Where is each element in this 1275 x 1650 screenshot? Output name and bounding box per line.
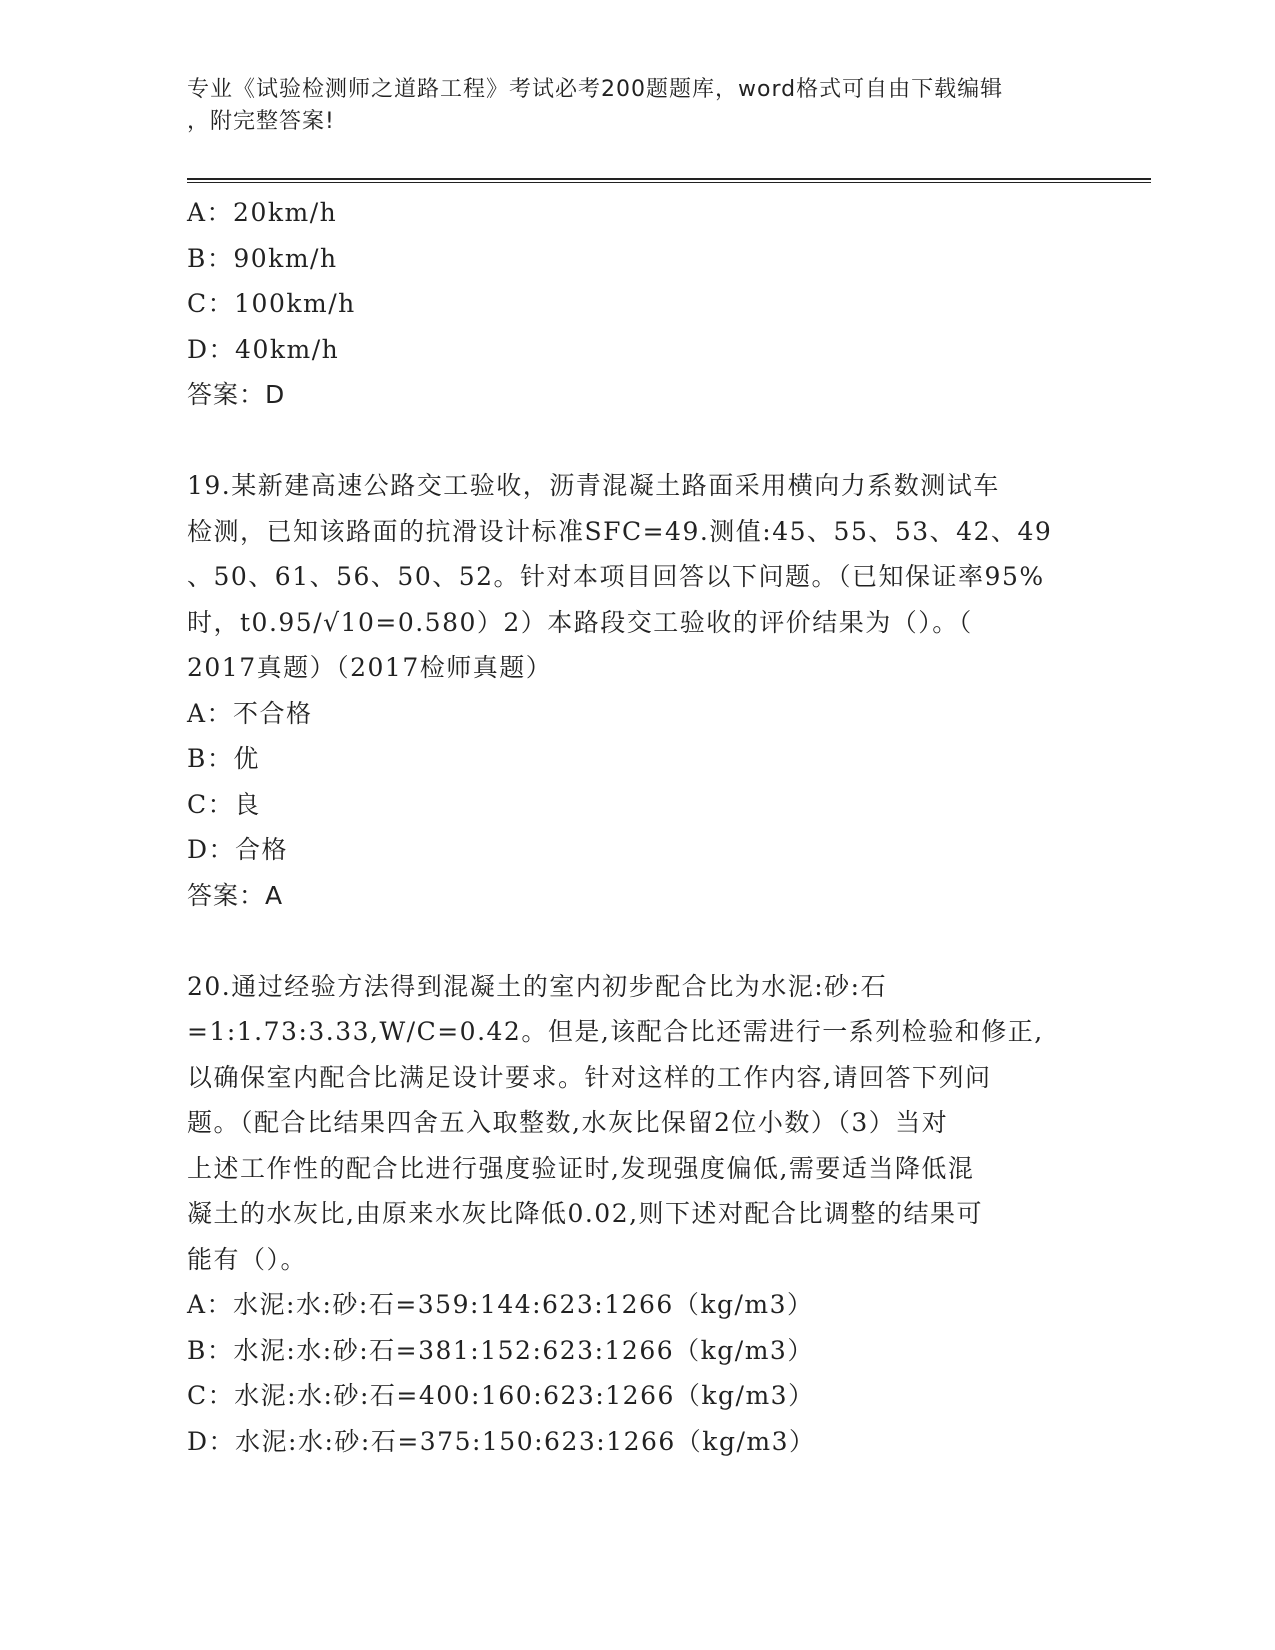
option-a: A：20km/h [187,198,338,227]
question-stem-line: 20.通过经验方法得到混凝土的室内初步配合比为水泥:砂:石 [187,971,888,1001]
question-stem-line: =1:1.73:3.33,W/C=0.42。但是,该配合比还需进行一系列检验和修正, [187,1017,1044,1046]
spacer [187,918,1087,964]
header-title-line-2: ，附完整答案! [187,109,335,134]
question-stem-line: 时，t0.95/√10=0.580）2）本路段交工验收的评价结果为（）。（ [187,607,973,637]
document-body [187,190,1087,1464]
question-stem-line: 、50、61、56、50、52。针对本项目回答以下问题。（已知保证率95% [187,562,1045,591]
answer-label: 答案：A [187,880,284,910]
question-stem-line: 以确保室内配合比满足设计要求。针对这样的工作内容,请回答下列问 [187,1062,992,1092]
option-c: C：良 [187,789,261,819]
question-stem-line: 上述工作性的配合比进行强度验证时,发现强度偏低,需要适当降低混 [187,1153,975,1183]
option-b: B：优 [187,744,260,773]
question-20 [187,964,1087,1465]
header-divider [187,178,1151,180]
question-18-options [187,190,1087,418]
question-stem-line: 检测，已知该路面的抗滑设计标准SFC=49.测值:45、55、53、42、49 [187,516,1053,546]
question-stem-line: 凝土的水灰比,由原来水灰比降低0.02,则下述对配合比调整的结果可 [187,1199,984,1228]
option-a: A：不合格 [187,698,313,728]
answer-label: 答案：D [187,380,286,409]
header-title-line-1: 专业《试验检测师之道路工程》考试必考200题题库，word格式可自由下载编辑 [187,77,1004,102]
option-d: D：水泥:水:砂:石=375:150:623:1266（kg/m3） [187,1426,816,1456]
spacer [187,418,1087,464]
option-b: B：水泥:水:砂:石=381:152:623:1266（kg/m3） [187,1335,814,1365]
option-b: B：90km/h [187,243,338,273]
question-stem-line: 能有（）。 [187,1244,308,1274]
document-header [187,74,1067,138]
header-divider-thin [187,182,1151,183]
question-stem-line: 题。（配合比结果四舍五入取整数,水灰比保留2位小数）（3）当对 [187,1108,949,1137]
option-c: C：水泥:水:砂:石=400:160:623:1266（kg/m3） [187,1381,815,1410]
question-19 [187,463,1087,918]
option-c: C：100km/h [187,289,356,318]
option-d: D：合格 [187,835,289,864]
option-d: D：40km/h [187,334,340,364]
question-stem-line: 19.某新建高速公路交工验收，沥青混凝土路面采用横向力系数测试车 [187,471,1000,500]
option-a: A：水泥:水:砂:石=359:144:623:1266（kg/m3） [187,1290,814,1319]
question-stem-line: 2017真题）（2017检师真题） [187,653,553,682]
